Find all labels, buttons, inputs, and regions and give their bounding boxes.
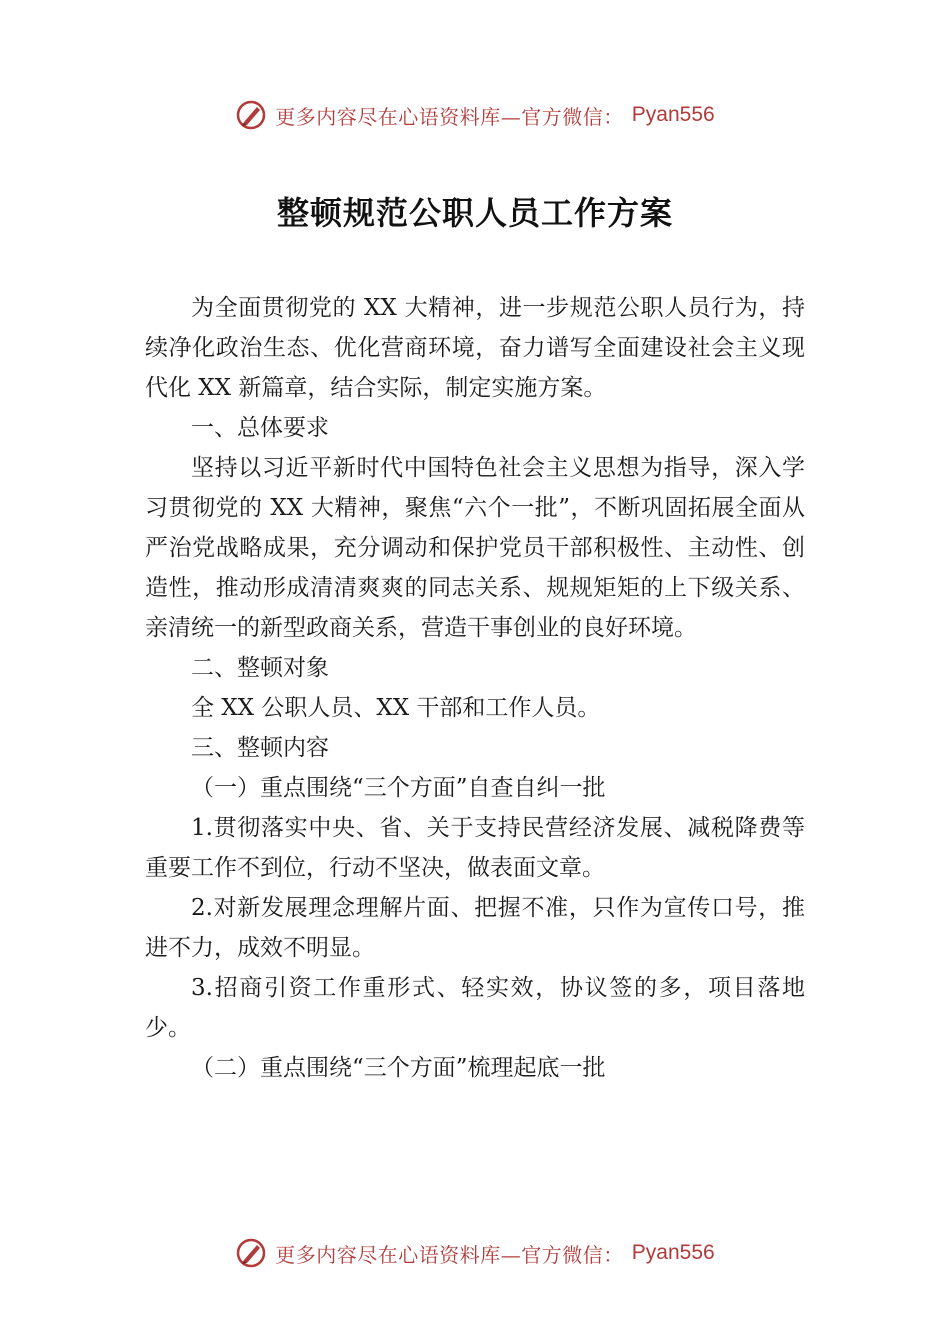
watermark-text: 更多内容尽在心语资料库—官方微信：: [275, 104, 624, 129]
subheading-self-inspection: （一）重点围绕“三个方面”自查自纠一批: [191, 775, 606, 801]
list-item-3: 3.招商引资工作重形式、轻实效，协议签的多，项目落地少。: [145, 975, 805, 1041]
paragraph-general-requirements: 坚持以习近平新时代中国特色社会主义思想为指导，深入学习贯彻党的 XX 大精神，聚焦“六个一批”，不断巩固拓展全面从严治党战略成果，充分调动和保护党员干部积极性、主动性、创造性，推动形成清清爽爽的同志关系、规规矩矩的上下级关系、亲清统一的新型政商关系，营造干事创业的良好环境。: [145, 455, 805, 641]
pen-seal-icon: [235, 99, 267, 131]
heading-rectification-content: 三、整顿内容: [191, 735, 329, 761]
paragraph-rectification-targets: 全 XX 公职人员、XX 干部和工作人员。: [191, 695, 601, 721]
heading-rectification-targets: 二、整顿对象: [191, 655, 329, 681]
watermark-header: [0, 95, 950, 135]
watermark-wechat-id: Pyan556: [631, 103, 715, 126]
list-item-2: 2.对新发展理念理解片面、把握不准，只作为宣传口号，推进不力，成效不明显。: [145, 895, 805, 961]
watermark-footer: [0, 1233, 950, 1273]
pen-seal-icon: [235, 1237, 267, 1269]
document-title: 整顿规范公职人员工作方案: [276, 194, 673, 232]
subheading-sort-out: （二）重点围绕“三个方面”梳理起底一批: [191, 1055, 606, 1081]
paragraph-intro: 为全面贯彻党的 XX 大精神，进一步规范公职人员行为，持续净化政治生态、优化营商环境，奋力谱写全面建设社会主义现代化 XX 新篇章，结合实际，制定实施方案。: [145, 295, 805, 401]
heading-general-requirements: 一、总体要求: [191, 415, 329, 441]
list-item-1: 1.贯彻落实中央、省、关于支持民营经济发展、减税降费等重要工作不到位，行动不坚决，做表面文章。: [145, 815, 805, 881]
document-body: [145, 288, 805, 1088]
watermark-wechat-id: Pyan556: [631, 1241, 715, 1264]
watermark-text: 更多内容尽在心语资料库—官方微信：: [275, 1242, 624, 1267]
